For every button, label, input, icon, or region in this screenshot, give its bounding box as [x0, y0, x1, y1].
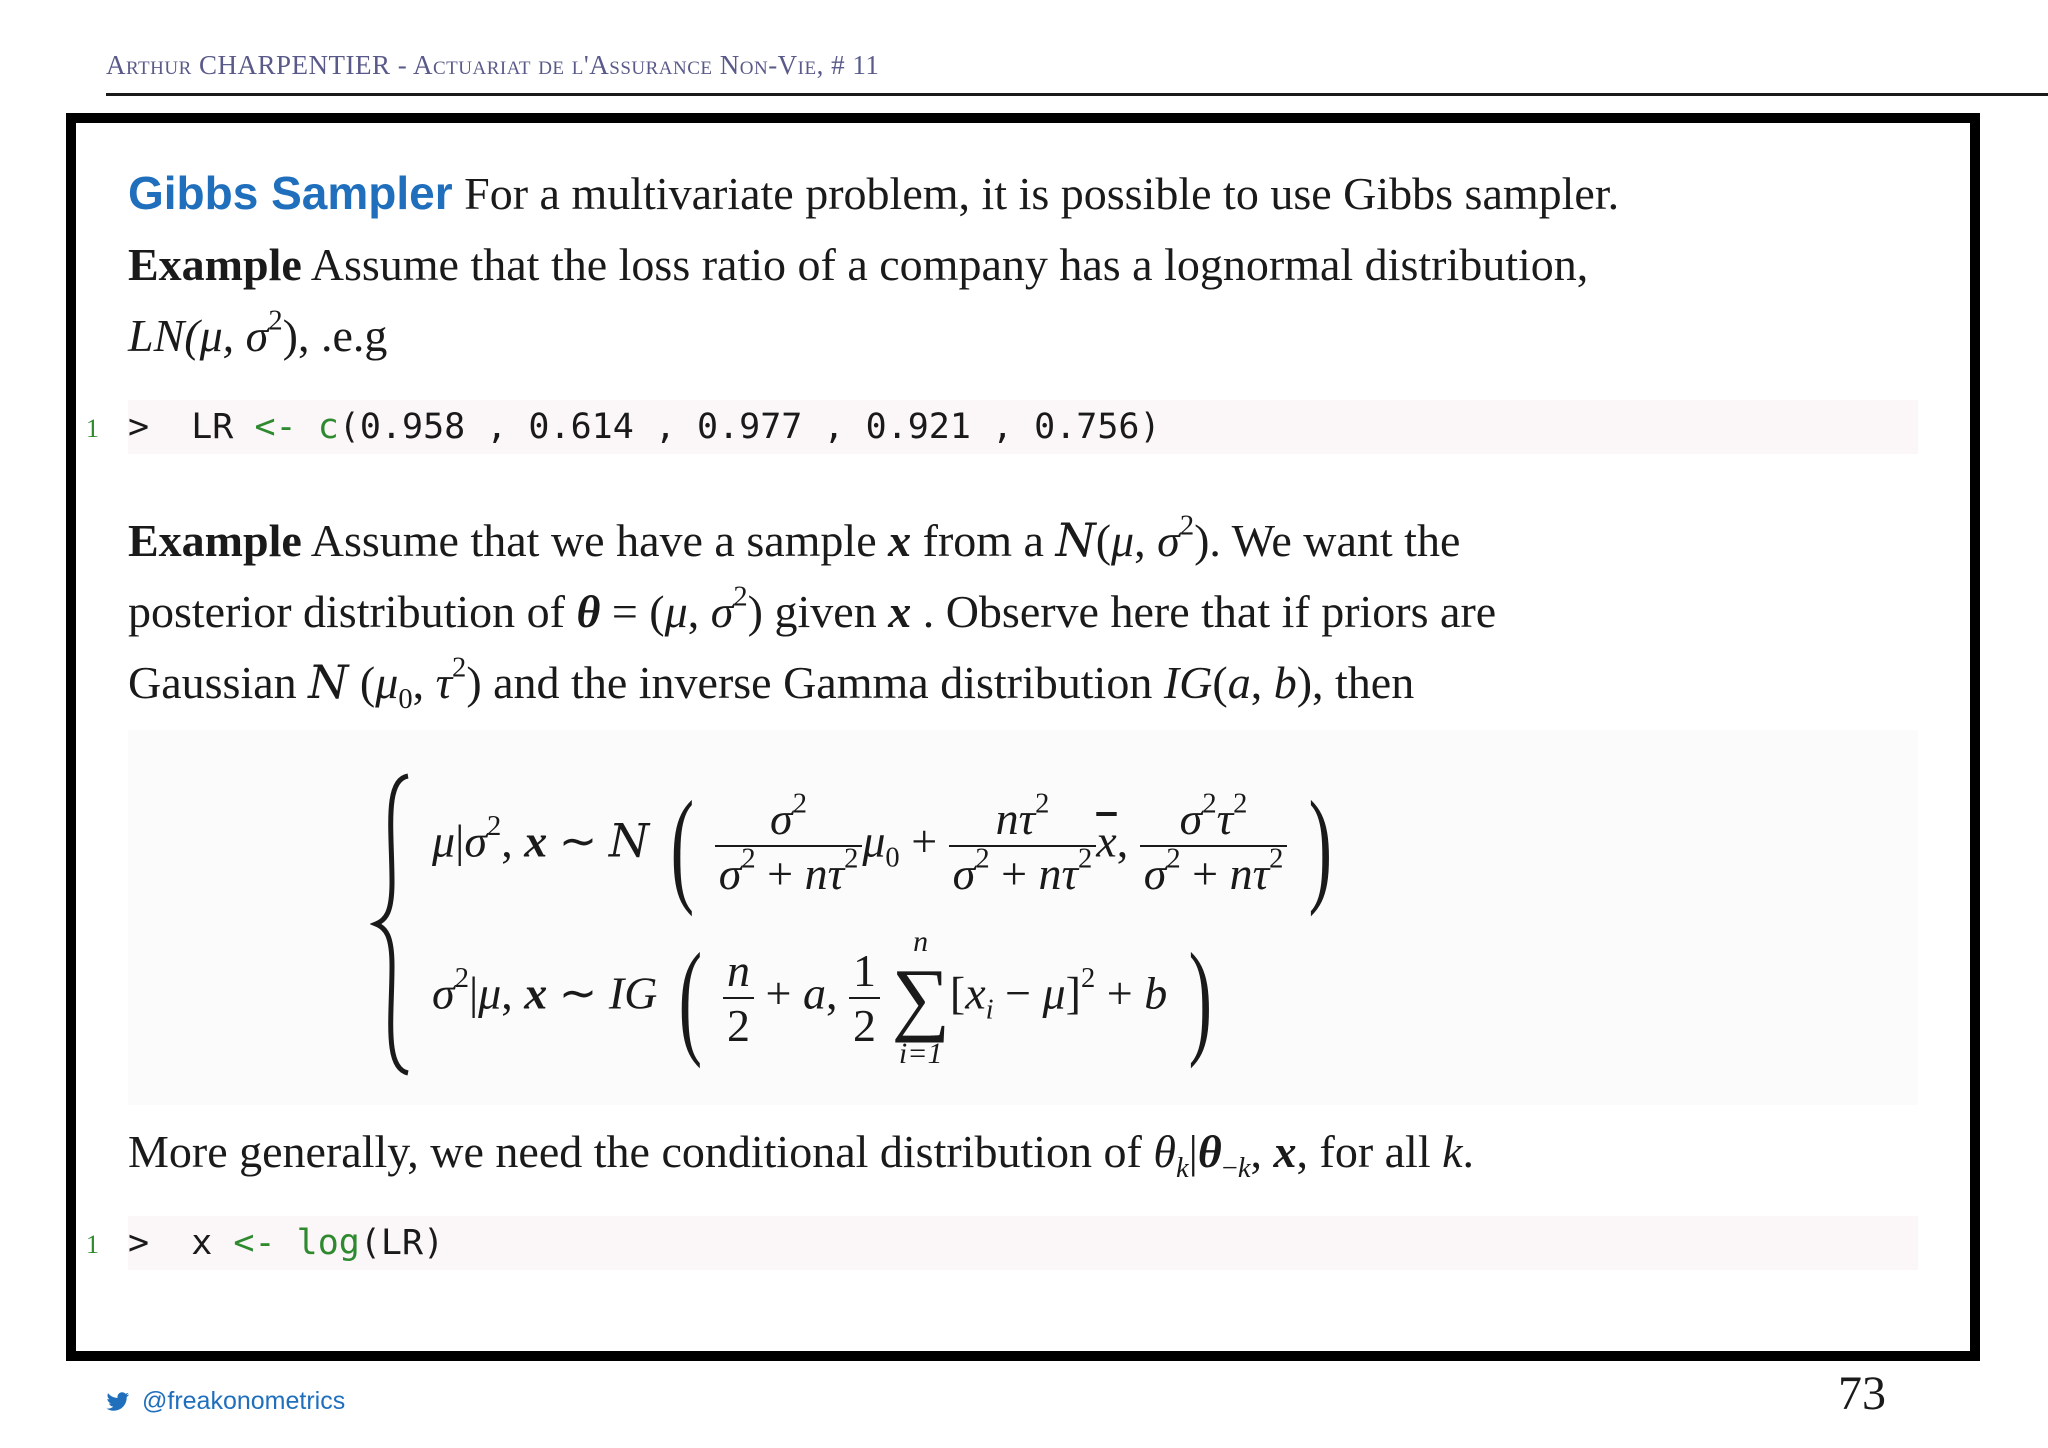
conditional-paragraph: More generally, we need the conditional distribution of $\theta_k|\theta_{-k}$, x, for all k.	[128, 1126, 1475, 1184]
code-var: LR	[191, 407, 234, 447]
code-args-2: (LR)	[359, 1223, 445, 1263]
example-posterior-paragraph: Example Assume that we have a sample x from a N(μ, $\sigma^2$). We want the posterior distribution of θ = (μ, $\sigma^2$) given x . Observe here that if priors are Gaussian N ($\mu_0$, $\tau^2$) and the inverse Gamma distribution IG(a, b), then	[128, 510, 1497, 715]
code-fn: c	[317, 407, 339, 447]
example-text: Assume that the loss ratio of a company has a lognormal distribution,	[301, 239, 1589, 290]
p4-text-c: .	[1462, 1126, 1475, 1177]
code-block-log	[128, 1216, 1918, 1270]
gibbs-text: For a multivariate problem, it is possible to use Gibbs sampler.	[452, 168, 1620, 219]
ln-suffix: ), .e.g	[282, 310, 388, 361]
twitter-footer[interactable]	[106, 1387, 345, 1416]
code-assign: <-	[254, 407, 297, 447]
example-keyword-2: Example	[128, 515, 302, 566]
twitter-icon	[106, 1392, 130, 1412]
code-prompt: >	[128, 407, 150, 447]
code-line-number-2: 1	[86, 1230, 99, 1259]
ln-args: (μ, σ	[184, 310, 269, 361]
code-assign-2: <-	[233, 1223, 276, 1263]
p4-text-b: , for all	[1296, 1126, 1443, 1177]
code-line-number: 1	[86, 414, 99, 443]
p3-text-2b: given	[763, 586, 889, 637]
page-number: 73	[1838, 1367, 1886, 1420]
p3-text-2a: posterior distribution of	[128, 586, 577, 637]
gibbs-keyword: Gibbs Sampler	[128, 167, 453, 219]
example-keyword: Example	[128, 239, 302, 290]
p3-text-1b: from a	[911, 515, 1056, 566]
header-rule	[106, 93, 2048, 96]
p3-text-3a: Gaussian	[128, 657, 309, 708]
ln-symbol: LN	[128, 310, 185, 361]
code-var-2: x	[191, 1223, 213, 1263]
code-prompt-2: >	[128, 1223, 150, 1263]
p4-text-a: More generally, we need the conditional distribution of	[128, 1126, 1154, 1177]
code-fn-2: log	[296, 1223, 360, 1263]
gibbs-paragraph	[128, 158, 1928, 229]
p3-text-1a: Assume that we have a sample	[301, 515, 889, 566]
p3-text-3c: , then	[1312, 657, 1415, 708]
p3-text-2c: . Observe here that if priors are	[911, 586, 1497, 637]
code-block-lr	[128, 400, 1918, 454]
twitter-handle[interactable]: @freakonometrics	[142, 1387, 346, 1415]
left-brace-icon	[370, 772, 420, 1077]
equation-row-sigma: $\sigma^2|\mu$, x ∼ IG ( $\frac{n}{2}$ + a, $\frac{1}{2}$ n ∑ i=1 $[x_i - \mu]^2 + b$ )	[432, 925, 1212, 1070]
p3-text-1c: . We want the	[1209, 515, 1461, 566]
code-args: (0.958 , 0.614 , 0.977 , 0.921 , 0.756)	[338, 407, 1161, 447]
slide-header: Arthur CHARPENTIER - Actuariat de l'Assurance Non-Vie, # 11	[106, 50, 880, 80]
p3-text-3b: and the inverse Gamma distribution	[481, 657, 1164, 708]
example-lognormal-paragraph: Example Assume that the loss ratio of a company has a lognormal distribution, LN(μ, $\sigma^2$), .e.g	[128, 239, 1589, 361]
equation-row-mu: $\mu|\sigma^2$, x ∼ N ( $\frac{\sigma^2}{\sigma^2 + n\tau^2}$ $\mu_0$ + $\frac{n\tau^2}{\sigma^2 + n\tau^2}$ $\overline{x}$, $\frac{\sigma^2\tau^2}{\sigma^2 + n\tau^2}$ )	[432, 775, 1332, 917]
